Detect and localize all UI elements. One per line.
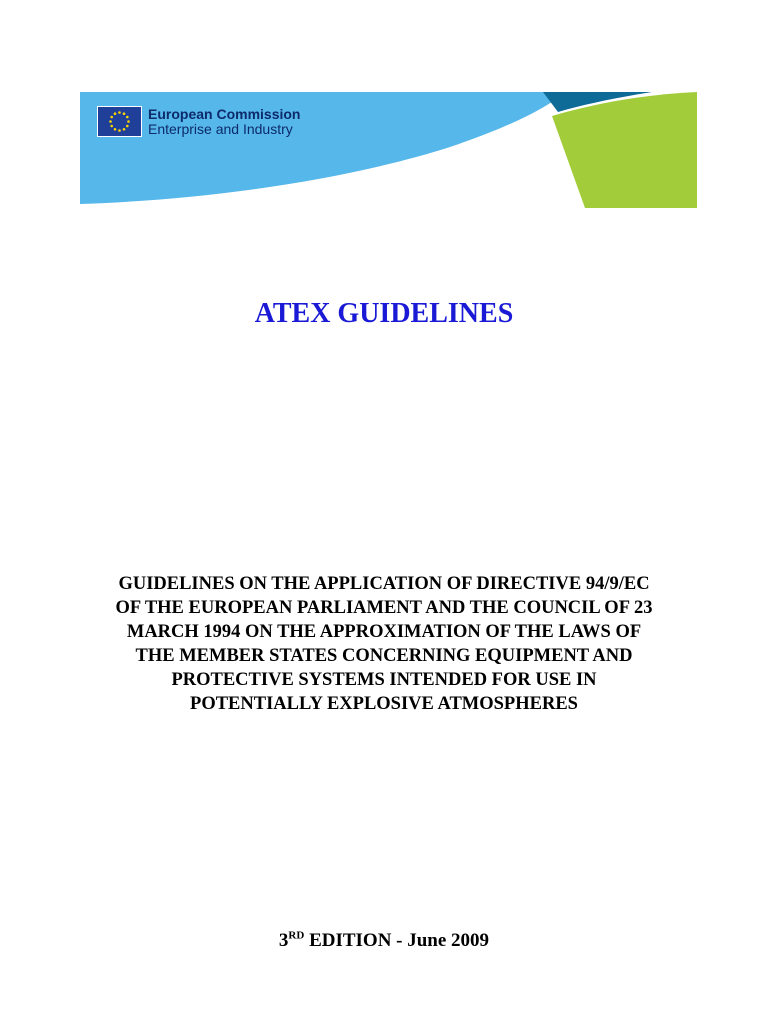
logo-text <box>148 107 300 137</box>
eu-stars-icon <box>98 107 141 136</box>
ec-logo <box>97 106 300 137</box>
logo-line-1: European Commission <box>148 105 301 122</box>
edition-line <box>0 930 768 952</box>
document-subtitle: GUIDELINES ON THE APPLICATION OF DIRECTIVE 94/9/EC OF THE EUROPEAN PARLIAMENT AND THE COUNCIL OF 23 MARCH 1994 ON THE APPROXIMATION OF THE LAWS OF THE MEMBER STATES CONCERNING EQUIPMENT AND PROTECTIVE SYSTEMS INTENDED FOR USE IN POTENTIALLY EXPLOSIVE ATMOSPHERES <box>115 574 653 714</box>
header-banner <box>80 92 697 208</box>
document-title: ATEX GUIDELINES <box>254 298 514 329</box>
eu-flag-icon <box>97 106 142 137</box>
logo-line-2: Enterprise and Industry <box>148 120 293 137</box>
edition-ordinal-suffix: RD <box>288 929 305 942</box>
edition-number: 3 <box>278 930 289 951</box>
edition-text: EDITION - June 2009 <box>304 930 490 951</box>
